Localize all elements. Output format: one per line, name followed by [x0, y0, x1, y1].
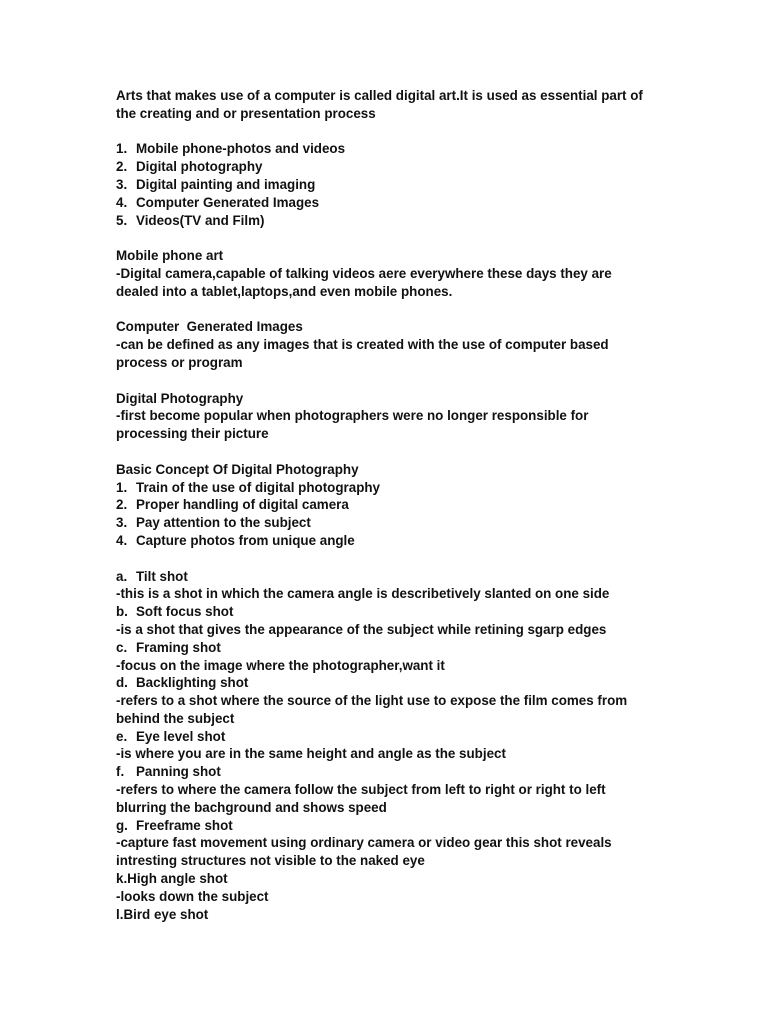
document-page [116, 87, 676, 923]
list-item [116, 532, 676, 550]
shot-item [116, 639, 676, 657]
shot-title: Tilt shot [136, 568, 188, 584]
shot-item [116, 817, 676, 835]
shot-description: -this is a shot in which the camera angle is describetively slanted on one side [116, 586, 610, 602]
shot-description: -capture fast movement using ordinary camera or video gear this shot reveals [116, 835, 612, 851]
shot-description: -is where you are in the same height and angle as the subject [116, 746, 506, 762]
list-number: 3. [116, 515, 128, 531]
section-heading: Basic Concept Of Digital Photography [116, 461, 359, 477]
shot-title: Framing shot [136, 639, 221, 655]
list-text: Proper handling of digital camera [136, 497, 349, 513]
shot-item [116, 674, 676, 692]
intro-line: the creating and or presentation process [116, 105, 376, 121]
list-item [116, 496, 676, 514]
shot-description: behind the subject [116, 710, 235, 726]
intro-line: Arts that makes use of a computer is called digital art.It is used as essential part of [116, 88, 643, 103]
shot-description: -looks down the subject [116, 888, 269, 904]
shot-item [116, 603, 676, 621]
list-number: 5. [116, 212, 128, 228]
list-item [116, 194, 676, 212]
list-text: Capture photos from unique angle [136, 532, 355, 548]
shot-letter: e. [116, 728, 128, 744]
list-item [116, 514, 676, 532]
shot-item: k.High angle shot [116, 871, 228, 887]
shot-letter: g. [116, 817, 128, 833]
shot-description: intresting structures not visible to the naked eye [116, 853, 425, 869]
shot-title: Eye level shot [136, 728, 226, 744]
section-heading: Computer Generated Images [116, 319, 303, 335]
list-item [116, 479, 676, 497]
shot-title: Backlighting shot [136, 675, 249, 691]
section-heading: Digital Photography [116, 390, 244, 406]
list-number: 2. [116, 497, 128, 513]
spacer [116, 123, 676, 141]
section-heading: Mobile phone art [116, 248, 224, 264]
list-number: 1. [116, 141, 128, 157]
paragraph-line: process or program [116, 354, 243, 370]
shot-title: Freeframe shot [136, 817, 233, 833]
shot-description: -refers to a shot where the source of the light use to expose the film comes from [116, 693, 628, 709]
spacer [116, 443, 676, 461]
shot-item [116, 568, 676, 586]
list-number: 4. [116, 532, 128, 548]
shot-title: Soft focus shot [136, 604, 234, 620]
list-number: 3. [116, 176, 128, 192]
paragraph-line: -can be defined as any images that is created with the use of computer based [116, 337, 609, 353]
shot-letter: f. [116, 764, 125, 780]
paragraph-line: dealed into a tablet,laptops,and even mobile phones. [116, 283, 453, 299]
shot-letter: a. [116, 568, 128, 584]
list-number: 2. [116, 159, 128, 175]
shot-description: -is a shot that gives the appearance of the subject while retining sgarp edges [116, 621, 607, 637]
list-number: 1. [116, 479, 128, 495]
spacer [116, 550, 676, 568]
list-number: 4. [116, 194, 128, 210]
spacer [116, 372, 676, 390]
shot-letter: b. [116, 604, 128, 620]
list-text: Videos(TV and Film) [136, 212, 265, 228]
list-text: Train of the use of digital photography [136, 479, 381, 495]
list-item [116, 212, 676, 230]
shot-letter: d. [116, 675, 128, 691]
list-text: Mobile phone-photos and videos [136, 141, 346, 157]
shot-item [116, 728, 676, 746]
paragraph-line: processing their picture [116, 426, 269, 442]
list-item [116, 140, 676, 158]
list-item [116, 176, 676, 194]
paragraph-line: -first become popular when photographers were no longer responsible for [116, 408, 589, 424]
shot-description: -refers to where the camera follow the subject from left to right or right to left [116, 782, 606, 798]
list-text: Pay attention to the subject [136, 515, 311, 531]
shot-item: l.Bird eye shot [116, 906, 209, 922]
shot-letter: c. [116, 639, 128, 655]
list-text: Computer Generated Images [136, 194, 320, 210]
shot-title: Panning shot [136, 764, 221, 780]
spacer [116, 229, 676, 247]
paragraph-line: -Digital camera,capable of talking videos aere everywhere these days they are [116, 265, 612, 281]
list-item [116, 158, 676, 176]
shot-item [116, 763, 676, 781]
spacer [116, 301, 676, 319]
list-text: Digital photography [136, 159, 263, 175]
shot-description: -focus on the image where the photographer,want it [116, 657, 445, 673]
list-text: Digital painting and imaging [136, 176, 316, 192]
shot-description: blurring the bachground and shows speed [116, 799, 387, 815]
